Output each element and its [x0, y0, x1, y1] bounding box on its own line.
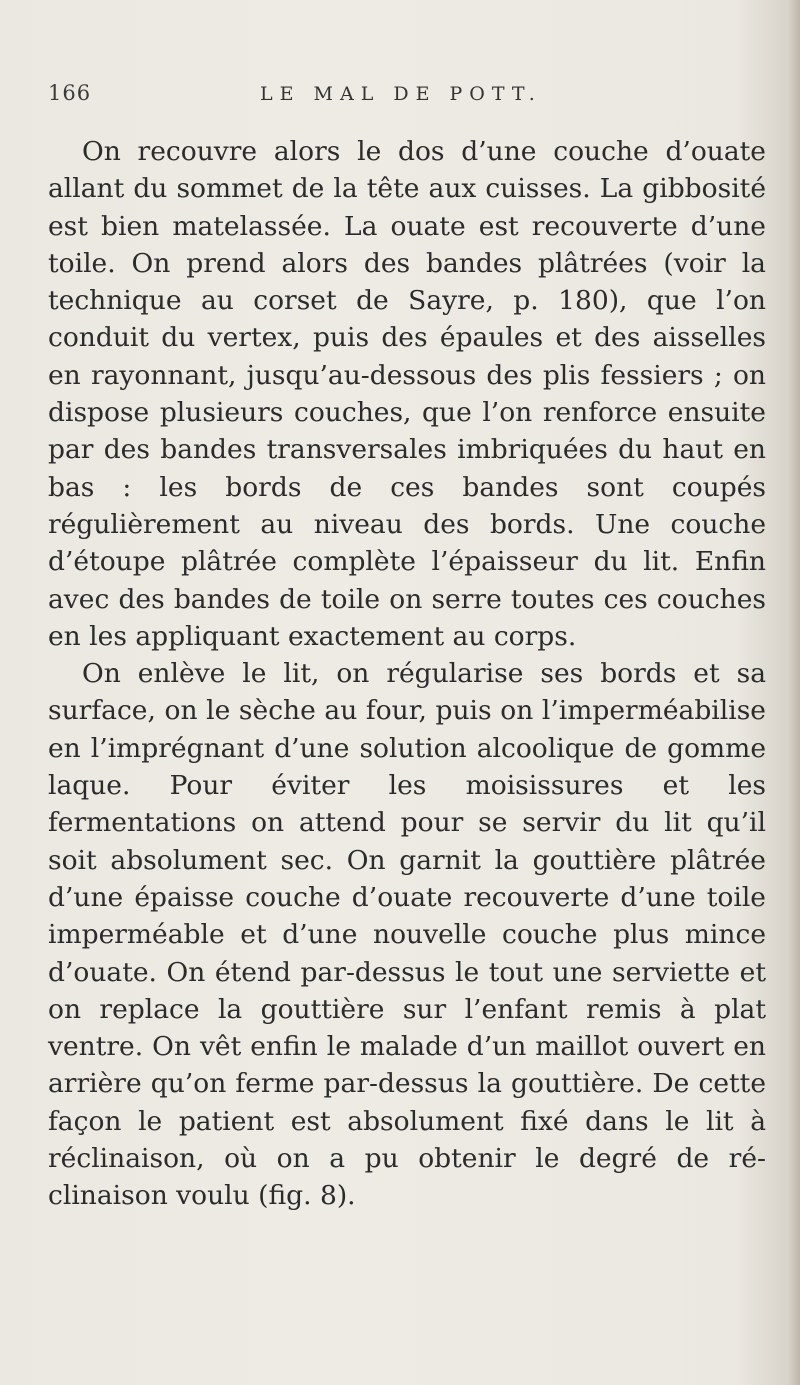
paragraph-1: On recouvre alors le dos d’une couche d’ouate allant du sommet de la tête aux cuisses. La gibbosité est bien matelassée. La ouate est recouverte d’une toile. On prend alors des bandes plâtrées (voir la technique au corset de Sayre, p. 180), que l’on conduit du vertex, puis des épaules et des aisselles en rayonnant, jusqu’au-dessous des plis fessiers ; on dispose plusieurs couches, que l’on renforce ensuite par des bandes transversales imbriquées du haut en bas : les bords de ces bandes sont coupés régulièrement au niveau des bords. Une couche d’étoupe plâtrée complète l’épaisseur du lit. Enfin avec des bandes de toile on serre toutes ces couches en les appliquant exactement au corps. — [48, 136, 766, 652]
running-title: LE MAL DE POTT. — [260, 83, 542, 105]
body-text — [48, 133, 766, 1215]
page-number: 166 — [48, 81, 92, 105]
page-edge-shadow — [786, 0, 800, 1385]
paragraph-2: On enlève le lit, on régularise ses bords et sa surface, on le sèche au four, puis on l’imperméabilise en l’imprégnant d’une solution alcoolique de gomme laque. Pour éviter les moisissures et les fermentations on attend pour se servir du lit qu’il soit absolument sec. On garnit la gouttière plâtrée d’une épaisse couche d’ouate recouverte d’une toile imperméable et d’une nouvelle couche plus mince d’ouate. On étend par-dessus le tout une serviette et on replace la gouttière sur l’enfant remis à plat ventre. On vêt enfin le malade d’un maillot ouvert en arrière qu’on ferme par-dessus la gouttière. De cette façon le patient est absolument fixé dans le lit à réclinaison, où on a pu obtenir le degré de réclinaison voulu (fig. 8). — [48, 658, 766, 1212]
running-head — [48, 81, 768, 111]
